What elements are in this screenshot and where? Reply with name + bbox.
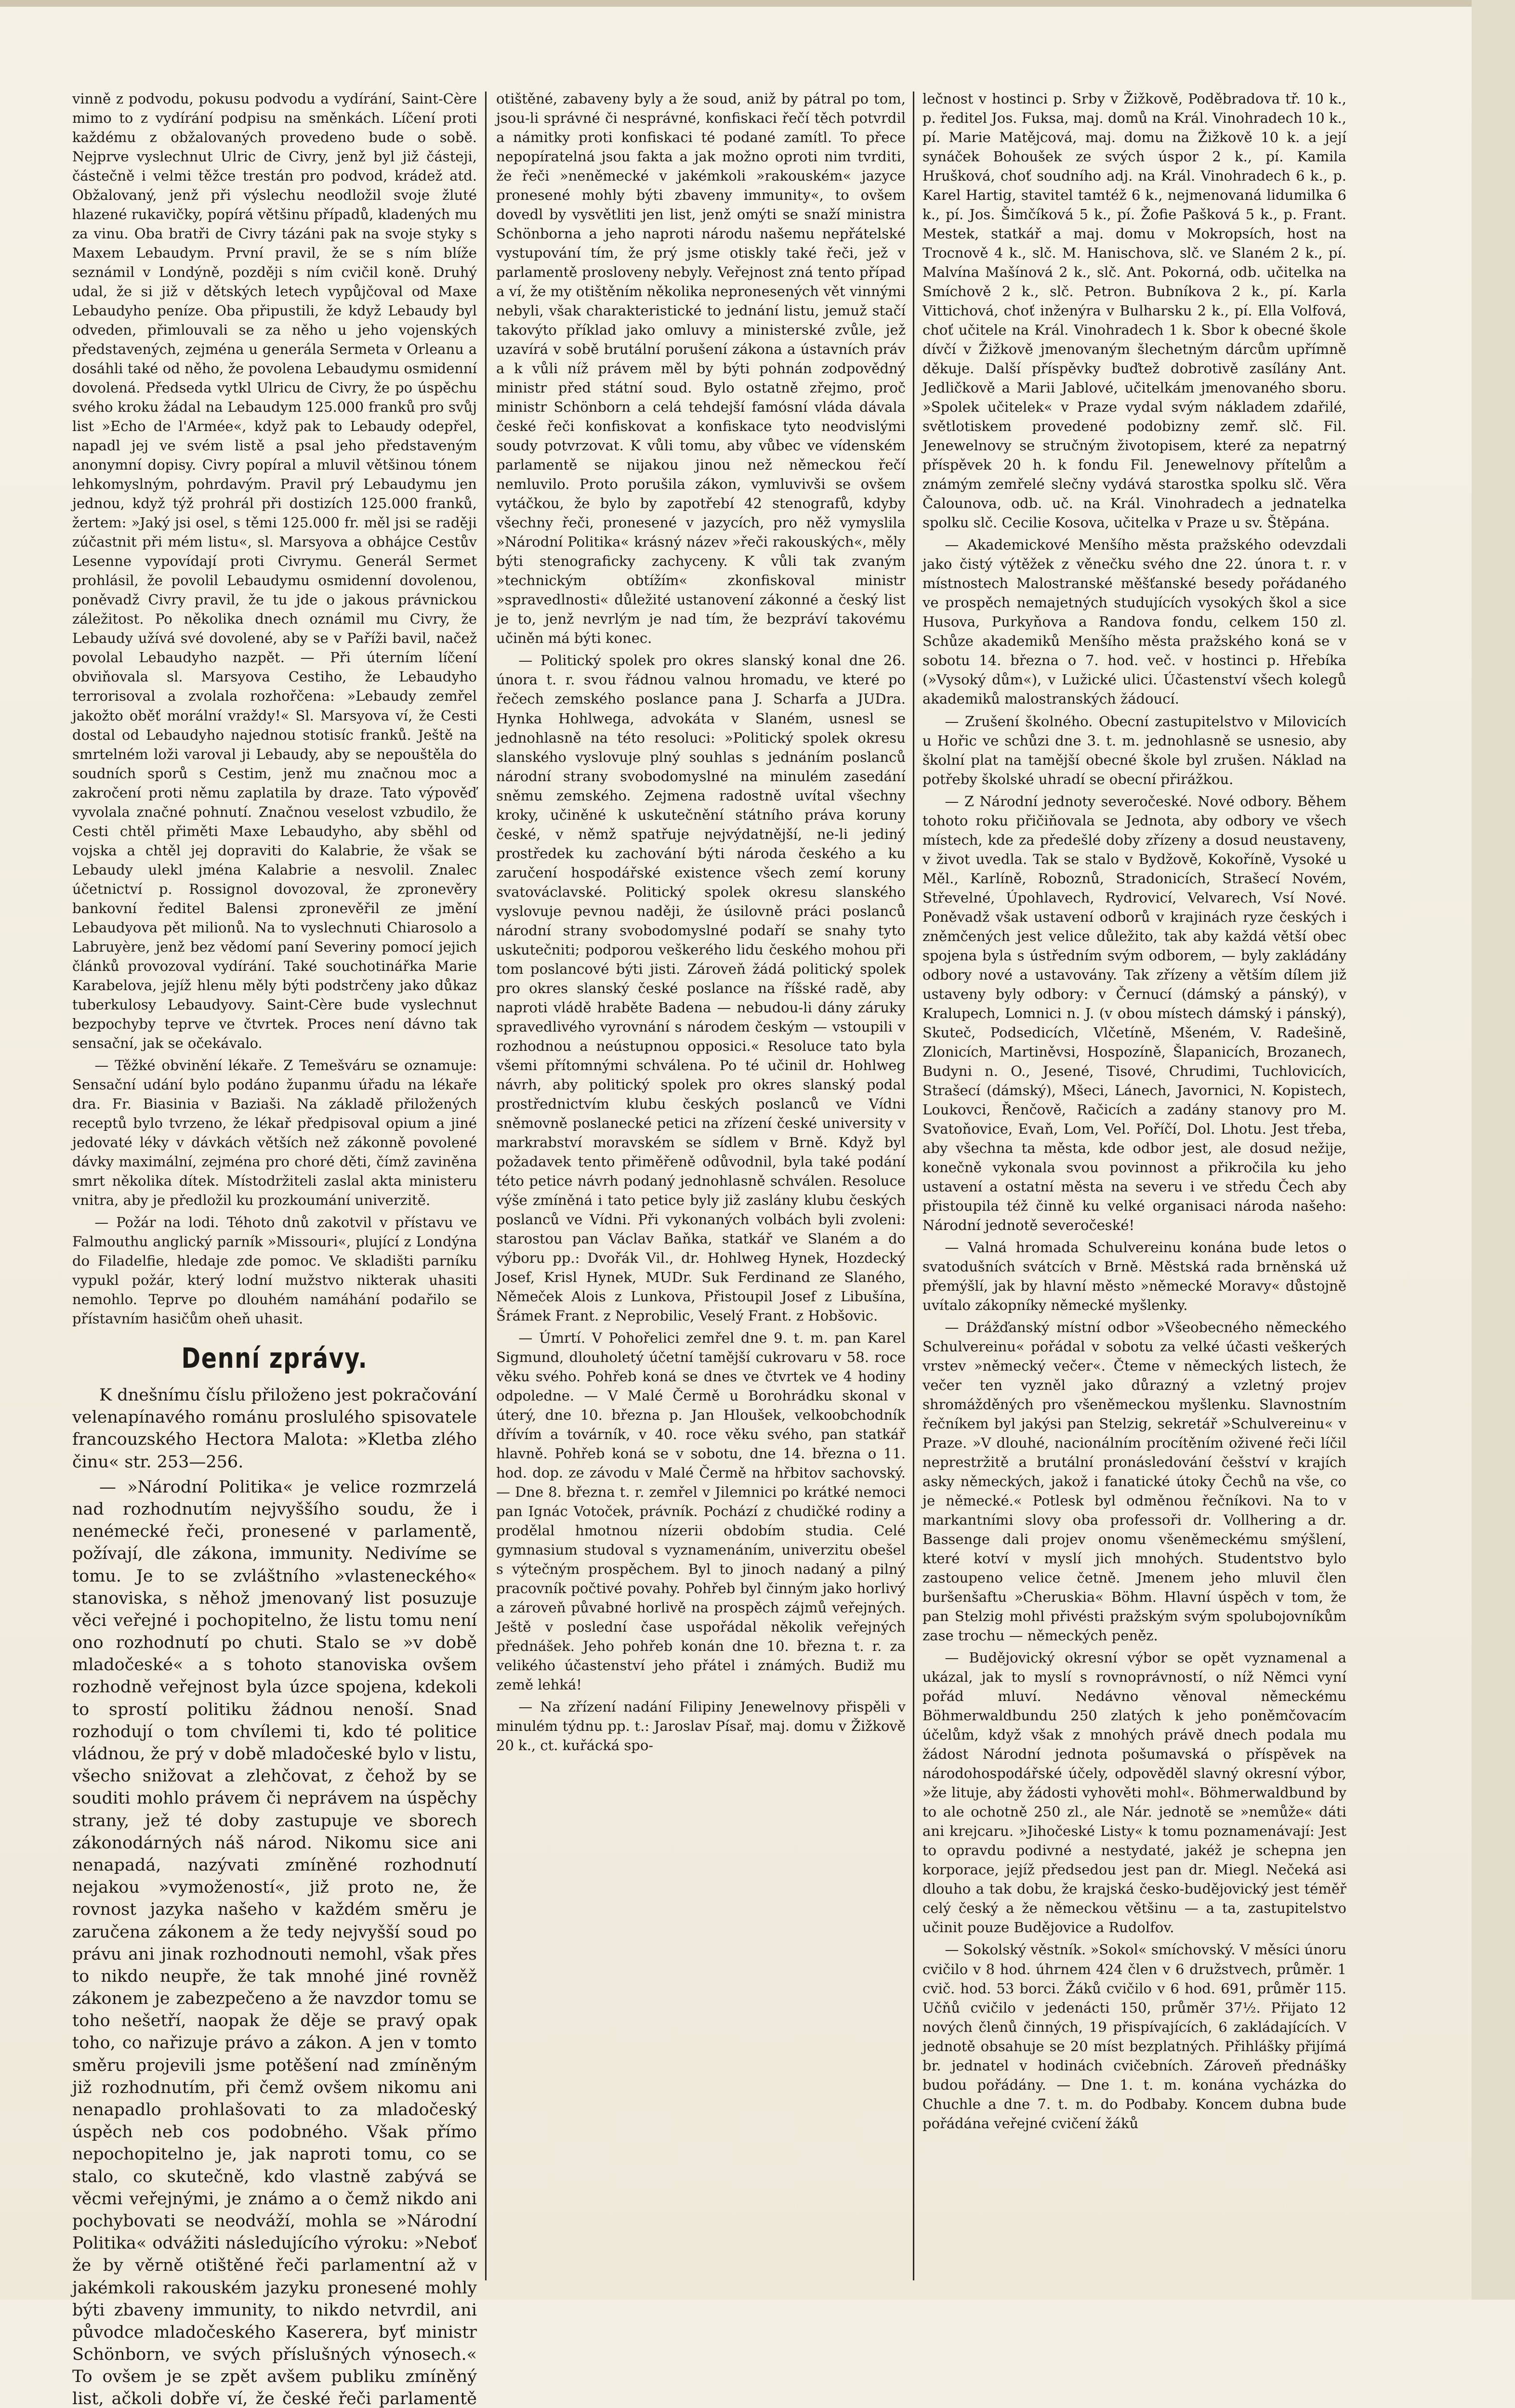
article-slany-political-club: — Politický spolek pro okres slanský konal dne 26. února t. r. svou řádnou valnou hromadu, ve které po řečech zemského poslance pana J. Scharfa a JUDra. Hynka Hohlwega, advokáta v Slaném, usnesl se jednohlasně na této resoluci: »Politický spolek okresu slanského vyslovuje plný souhlas s jednáním poslanců národní strany svobodomyslné na minulém zasedání sněmu zemského. Zejmena radostně uvítal všechny kroky, učiněné k uskutečnění státního práva koruny české, v němž spatřuje nejvýdatnější, ne-li jediný prostředek ku zachování býti národa českého a ku zaručení hospodářské existence všech zemí koruny svatováclavské. Politický spolek okresu slanského vyslovuje pevnou naději, že úsilovně práci poslanců národní strany svobodomyslné podaří se snahy tyto uskutečniti; podporou veškerého lidu českého mohou při tom poslancové býti jisti. Zároveň žádá politický spolek pro okres slanský české poslance na říšské radě, aby naproti vládě hraběte Badena — nebudou-li dány záruky spravedlivého vyrovnání s národem českým — vstoupili v rozhodnou a neústupnou opposici.« Resoluce tato byla všemi přítomnými schválena. Po té učinil dr. Hohlweg návrh, aby politický spolek pro okres slanský podal prostřednictvím klubu českých poslanců ve Vídni sněmovně poslanecké petici na zřízení české university v markrabství moravském se sídlem v Brně. Když byl požadavek tento přiměřeně odůvodnil, byla také podání této petice návrh podaný jednohlasně schválen. Resoluce výše zmíněná i tato petice byly již zaslány klubu českých poslanců ve Vídni. Při vykonaných volbách byli zvoleni: starostou pan Václav Baňka, statkář ve Slaném a do výboru pp.: Dvořák Vil., dr. Hohlweg Hynek, Hozdecký Josef, Krisl Hynek, MUDr. Suk Ferdinand ze Slaného, Němeček Alois z Lunkova, Přistoupil Josef z Libušína, Šrámek Frant. z Neprobilic, Veselý Frant. z Hobšovic.	[496, 652, 906, 1324]
article-budejovice-committee: — Budějovický okresní výbor se opět vyznamenal a ukázal, jak to myslí s rovnoprávností, o níž Němci vyní pořád mluví. Nedávno věnoval německému Böhmerwaldbundu 250 zlatých k jeho poněmčovacím účelům, když však z mnohých právě dnech podala mu žádost Národní jednota pošumavská o příspěvek na národohospodářské účely, odpověděl slavný okresní výbor, »že lituje, aby žádosti vyhověti mohl«. Böhmerwaldbund by to ale ochotně 250 zl., ale Nár. jednotě se »nemůže« dáti ani krejcaru. »Jihočeské Listy« k tomu poznamenávají: Jest to opravdu podivné a nestydaté, jakéž je schepna jen korporace, jejíž předsedou jest pan dr. Miegl. Nečeká asi dlouho a tak dobu, že krajská česko-budějovický jest téměř celý český a že německou většinu — a ta, zastupitelstvo učinit pouze Budějovice a Rudolfov.	[922, 1649, 1346, 1936]
section-heading-daily-news: Denní zprávy.	[181, 1342, 368, 1374]
article-narodni-politika-wrapper	[72, 1476, 477, 2408]
article-north-bohemian-union: — Z Národní jednoty severočeské. Nové odbory. Během tohoto roku přičiňovala se Jednota, aby odbory ve všech místech, kde za předešlé doby zřízeny a dosud neustaveny, v život uvedla. Tak se stalo v Bydžově, Kokoříně, Vysoké u Měl., Karlíně, Roboznů, Stradonicích, Strašecí Novém, Střevelné, Úpohlavech, Rydrovicí, Velvarech, Vsí Nové. Poněvadž však ustavení odborů v krajinách ryze českých i zněmčených jest velice důležito, tak aby každá větší obec spojena byla s ústředním svým odborem, — byly zakládány odbory nové a ustavovány. Tak zřízeny a větším dílem již ustaveny byly odbory: v Černucí (dámský a pánský), v Kralupech, Lomnici n. J. (v obou místech dámský i pánský), Skuteč, Podsedicích, Vlčetíně, Mšeném, V. Radešině, Zlonicích, Martiněvsi, Hospozíně, Šlapanicích, Brozanech, Budyni n. O., Jesené, Tisové, Chrudimi, Tuchlovicích, Strašecí (dámský), Mšeci, Lánech, Javornici, N. Kopistech, Loukovci, Řenčově, Račicích a zadány stanovy pro M. Svatoňovice, Evaň, Lom, Vel. Poříčí, Dol. Lhotu. Jest třeba, aby všechna ta města, kde odbor jest, ale dosud nežije, konečně vykonala svou povinnost a přikročila ku jeho ustavení a ostatní města na severu i ve středu Čech aby přistoupila též činně ku velké organisaci národa našeho: Národní jednotě severočeské!	[922, 793, 1346, 1233]
article-dresden-schulverein: — Drážďanský místní odbor »Všeobecného německého Schulvereinu« pořádal v sobotu za velké účasti veškerých vrstev »německý večer«. Čteme v německých listech, že večer ten vyzněl jako důrazný a vzletný projev shromážděných pro všeněmeckou myšlenku. Slavnostním řečníkem byl jakýsi pan Stelzig, sekretář »Schulvereinu« v Praze. »V dlouhé, nacionálním procítěním oživené řeči líčil neprestržitě a brutální pronásledování češství v krajích asky německých, jakož i fanatické útoky Čechů na vše, co je německé.« Potlesk byl odměnou řečníkovi. Na to v markantními slovy oba professoři dr. Vollhering a dr. Bassenge dali projev onomu všeněmeckému smýšlení, které kotví v myslí jich mnohých. Studentstvo bylo zastoupeno velice četně. Jmenem jeho mluvil člen buršenšaftu »Cheruskia« Böhm. Hlavní úspěch v tom, že pan Stelzig mohl přivésti pražským svým spolubojovníkům zase trochu — německých peněz.	[922, 1319, 1346, 1644]
column-rule-2	[913, 92, 914, 2280]
article-ship-fire: — Požár na lodi. Téhoto dnů zakotvil v přístavu ve Falmouthu anglický parník »Missouri«, plující z Londýna do Filadelfie, hledaje zde pomoc. Ve skladišti parníku vypukl požár, který lodní mužstvo nikterak uhasiti nemohlo. Teprve po dlouhém namáhání podařilo se přístavním hasičům oheň uhasit.	[72, 1214, 477, 1327]
article-lesser-town-academics: — Akademickové Menšího města pražského odevzdali jako čistý výtěžek z věnečku svého dne 22. února t. r. v místnostech Malostranské měšťanské besedy pořádaného ve prospěch nemajetných studujících vysokých škol a sice Husova, Purkyňova a Randova fondu, celkem 150 zl. Schůze akademiků Menšího města pražského koná se v sobotu 14. března o 7. hod. več. v hostinci p. Hřebíka (»Vysoký dům«), v Lužické ulici. Účastenství všech kolegů akademiků malostranských žádoucí.	[922, 537, 1346, 707]
novel-supplement-notice-wrapper	[72, 1384, 477, 1473]
article-school-fee-abolished: — Zrušení školného. Obecní zastupitelstvo v Milovicích u Hořic ve schůzi dne 3. t. m. jednohlasně se usnesio, aby školní plat na tamější obecné škole byl zrušen. Náklad na potřeby školské uhradí se obecní přirážkou.	[922, 713, 1346, 787]
article-trial-continuation: vinně z podvodu, pokusu podvodu a vydírání, Saint-Cère mimo to z vydírání podpisu na směnkách. Líčení proti každému z obžalovaných provedeno bude o sobě. Nejprve vyslechnut Ulric de Civry, jenž byl již částeji, částečně i velmi těžce trestán pro podvod, krádež atd. Obžalovaný, jenž při výslechu neodložil svoje žluté hlazené rukavičky, popírá většinu případů, kladených mu za vinu. Oba bratři de Civry tázáni pak na svoje styky s Maxem Lebaudym. První pravil, že se s ním blíže seznámil v Londýně, později s ním cvičil koně. Druhý udal, že si již v dětských letech vypůjčoval od Maxe Lebaudyho peníze. Oba připustili, že když Lebaudy byl odveden, přimlouvali se za něho u jeho vojenských představených, zejména u generála Sermeta v Orleanu a dosáhli také od něho, že povolena Lebaudymu osmidenní dovolená. Předseda vytkl Ulricu de Civry, že po úspěchu svého kroku žádal na Lebaudym 125.000 franků pro svůj list »Echo de l'Armée«, když pak to Lebaudy odepřel, napadl jej ve svém listě a psal jeho představeným anonymní dopisy. Civry popíral a mluvil většinou tónem lehkomyslným, pohrdavým. Pravil prý Lebaudymu jen jednou, když týž prohrál při dostizích 125.000 franků, žertem: »Jaký jsi osel, s těmi 125.000 fr. měl jsi se raději zúčastnit při mém listu«, sl. Marsyova a obhájce Cestův Lesenne vypovídají proti Civrymu. Generál Sermet prohlásil, že povolil Lebaudymu osmidenní dovolenou, poněvadž Civry pravil, že tu jde o jakous právnickou záležitost. Po několika dnech oznámil mu Civry, že Lebaudy užívá své dovolené, aby se v Paříži bavil, načež povolal Lebaudyho nazpět. — Při úterním líčení obviňovala sl. Marsyova Cestiho, že Lebaudyho terrorisoval a zvolala rozhořčena: »Lebaudy zemřel jakožto oběť morální vraždy!« Sl. Marsyova ví, že Cesti dostal od Lebaudyho najednou stotisíc franků. Ještě na smrtelném loži varoval ji Lebaudy, aby se nepouštěla do soudních sporů s Cestim, jenž mu značnou moc a zakročení proti němu zaplatila by draze. Tato výpověď vyvolala značné pohnutí. Značnou veselost vzbudilo, že Cesti chtěl přiměti Maxe Lebaudyho, aby sběhl od vojska a chtěl jej dopraviti do Kalabrie, že však se Lebaudy ulekl jména Kalabrie a nesvolil. Znalec účetnictví p. Rossignol dovozoval, že zpronevěry bankovní ředitel Balensi zpronevěřil ze jmění Lebaudyova pět milionů. Na to vyslechnuti Chiarosolo a Labruyère, jenž bez vědomí paní Severiny pomocí jejich článků provozoval vydírání. Také souchotinářka Marie Karabelova, jejíž hlenu měly býti podstrčeny jako důkaz tuberkulosy Lebaudyovy. Saint-Cère bude vyslechnut bezpochyby teprve ve čtvrtek. Proces není dávno tak sensační, jak se očekávalo.	[72, 91, 477, 1051]
article-donors-list: lečnost v hostinci p. Srby v Žižkově, Poděbradova tř. 10 k., p. ředitel Jos. Fuksa, maj. domů na Král. Vinohradech 10 k., pí. Marie Matějcová, maj. domu na Žižkově 10 k. a její synáček Bohoušek ze svých úspor 2 k., pí. Kamila Hrušková, choť soudního adj. na Král. Vinohradech 6 k., p. Karel Hartig, stavitel tamtéž 6 k., nejmenovaná lidumilka 6 k., pí. Jos. Šimčíková 5 k., pí. Žofie Pašková 5 k., p. Frant. Mestek, statkář a maj. domu v Mokropsích, host na Trocnově 4 k., slč. M. Hanischova, slč. ve Slaném 2 k., pí. Malvína Mašínová 2 k., slč. Ant. Pokorná, odb. učitelka na Smíchově 2 k., slč. Petron. Bubníkova 2 k., pí. Karla Vittichová, choť inženýra v Bulharsku 2 k., pí. Ella Volfová, choť učitele na Král. Vinohradech 1 k. Sbor k obecné škole dívčí v Žižkově jmenovaným šlechetným dárcům upřímně děkuje. Další příspěvky buďtež dobrotivě zasílány Ant. Jedličkově a Marii Jablové, učitelkám jmenovaného sboru. »Spolek učitelek« v Praze vydal svým nákladem zdařilé, světlotiskem provedené podobizny zemř. slč. Fil. Jenewelnovy se stručným životopisem, které za nepatrný příspěvek 20 h. k fondu Fil. Jenewelnovy přítelům a známým zemřelé slečny vydává starostka spolku slč. Věra Čalounova, odb. uč. na Král. Vinohradech a jednatelka spolku slč. Cecilie Kosova, učitelka v Praze u sv. Štěpána.	[922, 91, 1346, 531]
article-sokol-bulletin: — Sokolský věstník. »Sokol« smíchovský. V měsíci únoru cvičilo v 8 hod. úhrnem 424 člen v 6 družstvech, průměr. 1 cvič. hod. 53 borci. Žáků cvičilo v 6 hod. 691, průměr 115. Učňů cvičilo v jedenácti 150, průměr 37½. Přijato 12 nových členů činných, 19 přispívajících, 6 zakládajících. V jednotě obsahuje se 20 míst bezplatných. Přihlášky přijímá br. jednatel v hodinách cvičebních. Zároveň přednášky budou pořádány. — Dne 1. t. m. konána vycházka do Chuchle a dne 7. t. m. do Podbaby. Koncem dubna bude pořádána veřejné cvičení žáků	[922, 1941, 1346, 2132]
article-schulverein-assembly: — Valná hromada Schulvereinu konána bude letos o svatodušních svátcích v Brně. Městská rada brněnská už přemýšlí, jak by hlavní město »německé Moravy« důstojně uvítalo zákopníky německé myšlenky.	[922, 1239, 1346, 1313]
column-middle	[496, 89, 906, 2285]
paper-right-margin	[1472, 0, 1515, 2300]
column-left	[72, 89, 477, 2408]
article-narodni-politika: — »Národní Politika« je velice rozmrzelá nad rozhodnutím nejvyššího soudu, že i nenémecké řeči, pronesené v parlamentě, požívají, dle zákona, immunity. Nedivíme se tomu. Je to se zvláštního »vlasteneckého« stanoviska, s něhož jmenovaný list posuzuje věci veřejné i pochopitelno, že listu tomu není ono rozhodnutí po chuti. Stalo se »v době mladočeské« a s tohoto stanoviska ovšem rozhodně veřejnost byla úzce spojena, kdekoli to sprostí politiku žádnou nenoší. Snad rozhodují o tom chvílemi ti, kdo té politice vládnou, že prý v době mladočeské bylo v listu, všecho snižovat a zlehčovat, z čehož by se souditi mohlo právem či neprávem na úspěchy strany, jež té doby zastupuje ve sborech zákonodárných náš národ. Nikomu sice ani nenapadá, nazývati zmíněné rozhodnutí nejakou »vymožeností«, již proto ne, že rovnost jazyka našeho v každém směru je zaručena zákonem a že tedy nejvyšší soud po právu ani jinak rozhodnouti nemohl, však přes to nikdo neupře, že tak mnohé jiné rovněž zákonem je zabezpečeno a že navzdor tomu se toho nešetří, naopak že děje se pravý opak toho, co nařizuje právo a zákon. A jen v tomto směru projevili jsme potěšení nad zmíněným již rozhodnutím, při čemž ovšem nikomu ani nenapadlo prohlašovati to za mladočeský úspěch neb cos podobného. Však přímo nepochopitelno je, jak naproti tomu, co se stalo, co skutečně, kdo vlastně zabývá se věcmi veřejnými, je známo a o čemž nikdo ani pochybovati se neodváží, mohla se »Národní Politika« odvážiti následujícího výroku: »Neboť že by věrně otištěné řeči parlamentní až v jakémkoli rakouském jazyku pronesené mohly býti zbaveny immunity, to nikdo netvrdil, ani původce mladočeského Kaserera, byť ministr Schönborn, ve svých příslušných výnosech.« To ovšem je se zpět avšem publiku zmíněný list, ačkoli dobře ví, že české řeči parlamentě	[72, 1477, 477, 2408]
novel-supplement-notice: K dnešnímu číslu přiloženo jest pokračování velenapínavého románu proslulého spisovatele francouzského Hectora Malota: »Kletba zlého činu« str. 253—256.	[72, 1386, 477, 1472]
paper-top-edge	[0, 0, 1515, 7]
article-immunity-continuation: otištěné, zabaveny byly a že soud, aniž by pátral po tom, jsou-li správné či nesprávné, konfiskaci řečí těch potvrdil a námitky proti konfiskaci té podané zamítl. To přece nepopíratelná jsou fakta a jak možno oproti nim tvrditi, že řeči »neněmecké v jakémkoli »rakouském« jazyce pronesené mohly býti zbaveny immunity«, to ovšem dovedl by vysvětliti jen list, jenž omýti se snaží ministra Schönborna a jeho naproti národu našemu nepřátelské vystupování tím, že prý jsme otiskly také řeči, jež v parlamentě prosloveny nebyly. Veřejnost zná tento případ a ví, že my otištěním několika nepronesených vět vinnými nebyli, však charakteristické to jednání listu, jemuž stačí takovýto příklad jako omluvy a ministerské zvůle, jež uzavírá v sobě brutální porušení zákona a ústavních práv a k vůli níž právem měl by býti pohnán zodpovědný ministr před státní soud. Bylo ostatně zřejmo, proč ministr Schönborn a celá tehdejší famósní vláda dávala české řeči konfiskovat a konfiskace tyto neodvislými soudy potvrzovat. K vůli tomu, aby vůbec ve vídenském parlamentě se nijakou jinou než německou řečí nemluvilo. Proto porušila zákon, vymluvivši se ovšem vytáčkou, že bylo by zapotřebí 42 stenografů, kdyby všechny řeči, pronesené v jazycích, pro něž vymyslila »Národní Politika« krásný název »řeči rakouských«, měly býti stenograficky zachyceny. K vůli tak zvaným »technickým obtížím« zkonfiskoval ministr »spravedlnosti« důležité ustanovení zákonné a český list je to, jenž nevrlým je nad tím, že bezpráví takovému učiněn má býti konec.	[496, 91, 906, 647]
article-doctor-accusation: — Těžké obvinění lékaře. Z Temešváru se oznamuje: Sensační udání bylo podáno županmu úřadu na lékaře dra. Fr. Biasinia v Baziaši. Na základě přiložených receptů bylo tvrzeno, že lékař předpisoval opium a jiné jedovaté léky v dávkách větších než zákonně povolené dávky maximální, zejména pro choré děti, čímž zaviněna smrt několika dítek. Místodržiteli zaslal akta ministeru vnitra, aby je předložil ku prozkoumání univerzitě.	[72, 1057, 477, 1208]
article-jenewelnova-fund: — Na zřízení nadání Filipiny Jenewelnovy přispěli v minulém týdnu pp. t.: Jaroslav Písař, maj. domu v Žižkově 20 k., ct. kuřácká spo-	[496, 1699, 906, 1754]
article-deaths: — Úmrtí. V Pohořelici zemřel dne 9. t. m. pan Karel Sigmund, dlouholetý účetní tamější cukrovaru v 58. roce věku svého. Pohřeb koná se dnes ve čtvrtek ve 4 hodiny odpoledne. — V Malé Čermě u Borohrádku skonal v úterý, dne 10. března p. Jan Hloušek, velkoobchodník dřívím a továrník, v 40. roce věku svého, pan statkář hlavně. Pohřeb koná se v sobotu, dne 14. března o 11. hod. dop. ze závodu v Malé Čermě na hřbitov sachovský. — Dne 8. března t. r. zemřel v Jilemnici po krátké nemoci pan Ignác Votoček, právník. Pochází z chudičké rodiny a prodělal hmotnou nízerii obdobím studia. Celé gymnasium studoval s vyznamenáním, univerzitu obešel s výtečným prospěchem. Byl to jinoch nadaný a pilný pracovník počtivé povahy. Pohřeb byl činným jako horlivý a zároveň půvabné horlivě na prospěch zájmů veřejných. Ještě v poslední čase uspořádal několik veřejných přednášek. Jeho pohřeb konán dne 10. března t. r. za velikého účastenství jeho přátel i známých. Budiž mu země lehká!	[496, 1330, 906, 1693]
column-right	[922, 89, 1346, 2285]
column-rule-1	[485, 92, 487, 2280]
